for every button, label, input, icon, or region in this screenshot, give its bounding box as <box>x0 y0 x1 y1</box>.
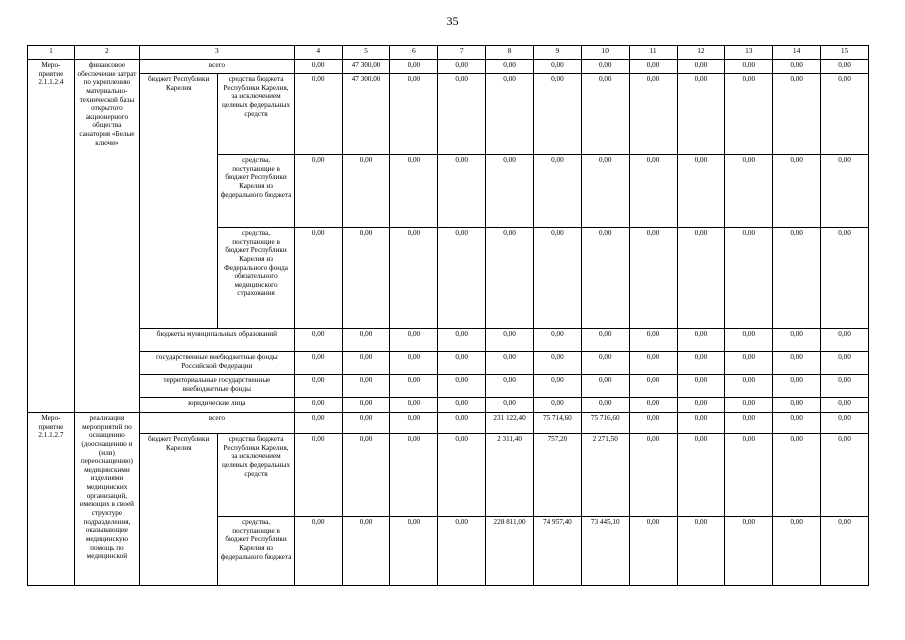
value-cell: 0,00 <box>438 228 486 329</box>
value-cell: 0,00 <box>486 375 534 398</box>
value-cell: 0,00 <box>629 517 677 586</box>
value-cell: 0,00 <box>725 375 773 398</box>
value-cell: 0,00 <box>773 329 821 352</box>
value-cell: 0,00 <box>773 434 821 517</box>
value-cell: 0,00 <box>677 352 725 375</box>
value-cell: 0,00 <box>342 517 390 586</box>
value-cell: 0,00 <box>533 352 581 375</box>
value-cell: 0,00 <box>773 413 821 434</box>
value-cell: 0,00 <box>629 228 677 329</box>
budget-label: бюджет Республики Карелия <box>139 434 217 586</box>
value-cell: 0,00 <box>342 155 390 228</box>
value-cell: 0,00 <box>677 375 725 398</box>
value-cell: 0,00 <box>486 60 534 74</box>
value-cell: 0,00 <box>294 434 342 517</box>
value-cell: 0,00 <box>390 413 438 434</box>
value-cell: 0,00 <box>581 60 629 74</box>
value-cell: 74 957,40 <box>533 517 581 586</box>
value-cell: 0,00 <box>294 352 342 375</box>
funding-source-row <box>28 398 869 413</box>
value-cell: 0,00 <box>533 74 581 155</box>
budget-source-row <box>28 74 869 155</box>
value-cell: 0,00 <box>821 74 869 155</box>
value-cell: 0,00 <box>725 155 773 228</box>
value-cell: 757,20 <box>533 434 581 517</box>
value-cell: 0,00 <box>486 398 534 413</box>
value-cell: 0,00 <box>677 155 725 228</box>
value-cell: 0,00 <box>438 517 486 586</box>
value-cell: 0,00 <box>486 74 534 155</box>
value-cell: 0,00 <box>677 398 725 413</box>
value-cell: 75 714,60 <box>533 413 581 434</box>
value-cell: 0,00 <box>438 375 486 398</box>
value-cell: 0,00 <box>773 155 821 228</box>
column-number-header: 6 <box>390 46 438 60</box>
value-cell: 0,00 <box>629 352 677 375</box>
value-cell: 0,00 <box>533 375 581 398</box>
value-cell: 0,00 <box>342 375 390 398</box>
funding-source-row <box>28 329 869 352</box>
value-cell: 0,00 <box>342 413 390 434</box>
value-cell: 0,00 <box>390 60 438 74</box>
value-cell: 0,00 <box>725 60 773 74</box>
total-label: всего <box>139 60 294 74</box>
value-cell: 0,00 <box>390 352 438 375</box>
value-cell: 0,00 <box>725 434 773 517</box>
column-number-header: 12 <box>677 46 725 60</box>
value-cell: 0,00 <box>773 228 821 329</box>
column-number-header: 3 <box>139 46 294 60</box>
value-cell: 0,00 <box>294 155 342 228</box>
page-number: 35 <box>446 14 459 28</box>
column-number-header: 1 <box>28 46 75 60</box>
source-label: бюджеты муниципальных образований <box>139 329 294 352</box>
value-cell: 0,00 <box>629 413 677 434</box>
value-cell: 0,00 <box>294 228 342 329</box>
value-cell: 0,00 <box>438 329 486 352</box>
value-cell: 0,00 <box>629 60 677 74</box>
value-cell: 0,00 <box>773 517 821 586</box>
value-cell: 47 300,00 <box>342 60 390 74</box>
column-number-header: 14 <box>773 46 821 60</box>
value-cell: 0,00 <box>533 398 581 413</box>
column-number-header: 13 <box>725 46 773 60</box>
funding-source-row <box>28 375 869 398</box>
value-cell: 0,00 <box>342 434 390 517</box>
value-cell: 231 122,40 <box>486 413 534 434</box>
value-cell: 0,00 <box>438 60 486 74</box>
column-number-header: 10 <box>581 46 629 60</box>
value-cell: 0,00 <box>821 375 869 398</box>
value-cell: 0,00 <box>629 375 677 398</box>
value-cell: 0,00 <box>725 228 773 329</box>
column-number-header: 5 <box>342 46 390 60</box>
value-cell: 0,00 <box>486 352 534 375</box>
value-cell: 0,00 <box>390 155 438 228</box>
column-number-header: 9 <box>533 46 581 60</box>
column-number-header: 4 <box>294 46 342 60</box>
value-cell: 0,00 <box>677 74 725 155</box>
column-number-header: 8 <box>486 46 534 60</box>
value-cell: 228 811,00 <box>486 517 534 586</box>
value-cell: 47 300,00 <box>342 74 390 155</box>
value-cell: 0,00 <box>581 155 629 228</box>
value-cell: 0,00 <box>629 434 677 517</box>
measure-code: Меро- приятие 2.1.1.2.7 <box>28 413 75 586</box>
column-number-row <box>28 46 869 60</box>
value-cell: 0,00 <box>677 228 725 329</box>
column-number-header: 11 <box>629 46 677 60</box>
value-cell: 0,00 <box>725 398 773 413</box>
budget-label: бюджет Республики Карелия <box>139 74 217 329</box>
value-cell: 0,00 <box>725 517 773 586</box>
value-cell: 0,00 <box>438 398 486 413</box>
value-cell: 0,00 <box>821 517 869 586</box>
value-cell: 0,00 <box>821 352 869 375</box>
value-cell: 0,00 <box>773 60 821 74</box>
value-cell: 0,00 <box>581 375 629 398</box>
source-label: юридические лица <box>139 398 294 413</box>
value-cell: 0,00 <box>773 375 821 398</box>
value-cell: 0,00 <box>533 155 581 228</box>
value-cell: 0,00 <box>390 375 438 398</box>
value-cell: 0,00 <box>438 434 486 517</box>
measure-name: финансовое обеспечение затрат по укреплению материально-технической базы открытого акционерного общества санатория «Белые ключи» <box>74 60 139 413</box>
value-cell: 73 445,10 <box>581 517 629 586</box>
value-cell: 0,00 <box>438 155 486 228</box>
value-cell: 0,00 <box>821 434 869 517</box>
value-cell: 0,00 <box>390 517 438 586</box>
value-cell: 0,00 <box>677 329 725 352</box>
value-cell: 0,00 <box>581 352 629 375</box>
value-cell: 0,00 <box>486 155 534 228</box>
value-cell: 0,00 <box>294 517 342 586</box>
value-cell: 0,00 <box>725 329 773 352</box>
value-cell: 0,00 <box>486 228 534 329</box>
total-label: всего <box>139 413 294 434</box>
value-cell: 0,00 <box>342 352 390 375</box>
value-cell: 0,00 <box>773 352 821 375</box>
value-cell: 0,00 <box>677 434 725 517</box>
value-cell: 75 716,60 <box>581 413 629 434</box>
value-cell: 0,00 <box>294 329 342 352</box>
value-cell: 0,00 <box>390 329 438 352</box>
value-cell: 0,00 <box>342 228 390 329</box>
value-cell: 0,00 <box>342 329 390 352</box>
value-cell: 0,00 <box>725 74 773 155</box>
value-cell: 0,00 <box>581 74 629 155</box>
value-cell: 0,00 <box>821 60 869 74</box>
value-cell: 0,00 <box>533 329 581 352</box>
value-cell: 0,00 <box>677 413 725 434</box>
value-cell: 0,00 <box>581 228 629 329</box>
value-cell: 0,00 <box>390 398 438 413</box>
column-number-header: 15 <box>821 46 869 60</box>
value-cell: 0,00 <box>821 398 869 413</box>
funding-source-row <box>28 352 869 375</box>
value-cell: 0,00 <box>581 329 629 352</box>
value-cell: 0,00 <box>533 60 581 74</box>
value-cell: 0,00 <box>438 74 486 155</box>
value-cell: 0,00 <box>725 413 773 434</box>
value-cell: 0,00 <box>725 352 773 375</box>
value-cell: 2 271,50 <box>581 434 629 517</box>
value-cell: 0,00 <box>342 398 390 413</box>
value-cell: 0,00 <box>677 60 725 74</box>
source-label: государственные внебюджетные фонды Российской Федерации <box>139 352 294 375</box>
value-cell: 0,00 <box>821 155 869 228</box>
value-cell: 0,00 <box>773 74 821 155</box>
source-label: средства, поступающие в бюджет Республики Карелия из федерального бюджета <box>218 517 294 586</box>
value-cell: 0,00 <box>773 398 821 413</box>
source-label: средства, поступающие в бюджет Республики Карелия из федерального бюджета <box>218 155 294 228</box>
value-cell: 0,00 <box>390 434 438 517</box>
value-cell: 0,00 <box>629 74 677 155</box>
source-label: территориальные государственные внебюджетные фонды <box>139 375 294 398</box>
value-cell: 0,00 <box>294 375 342 398</box>
value-cell: 0,00 <box>294 398 342 413</box>
budget-table <box>27 45 869 586</box>
source-label: средства бюджета Республики Карелия, за исключением целевых федеральных средств <box>218 74 294 155</box>
measure-name: реализация мероприятий по оснащению (дооснащению и (или) переоснащению) медицинскими изделиями медицинских организаций, имеющих в своей структуре подразделения, оказывающие медицинскую помощь по медицинской <box>74 413 139 586</box>
column-number-header: 2 <box>74 46 139 60</box>
value-cell: 0,00 <box>629 398 677 413</box>
value-cell: 0,00 <box>294 413 342 434</box>
value-cell: 0,00 <box>629 155 677 228</box>
value-cell: 0,00 <box>438 413 486 434</box>
value-cell: 0,00 <box>821 413 869 434</box>
source-label: средства, поступающие в бюджет Республики Карелия из Федерального фонда обязательного медицинского страхования <box>218 228 294 329</box>
measure-total-row <box>28 60 869 74</box>
value-cell: 0,00 <box>390 74 438 155</box>
value-cell: 0,00 <box>390 228 438 329</box>
measure-code: Меро- приятие 2.1.1.2.4 <box>28 60 75 413</box>
value-cell: 0,00 <box>821 329 869 352</box>
value-cell: 0,00 <box>677 517 725 586</box>
value-cell: 0,00 <box>486 329 534 352</box>
column-number-header: 7 <box>438 46 486 60</box>
value-cell: 0,00 <box>438 352 486 375</box>
budget-source-row <box>28 434 869 517</box>
value-cell: 0,00 <box>294 74 342 155</box>
value-cell: 0,00 <box>629 329 677 352</box>
value-cell: 0,00 <box>581 398 629 413</box>
value-cell: 0,00 <box>821 228 869 329</box>
value-cell: 2 311,40 <box>486 434 534 517</box>
value-cell: 0,00 <box>533 228 581 329</box>
value-cell: 0,00 <box>294 60 342 74</box>
measure-total-row <box>28 413 869 434</box>
source-label: средства бюджета Республики Карелия, за исключением целевых федеральных средств <box>218 434 294 517</box>
